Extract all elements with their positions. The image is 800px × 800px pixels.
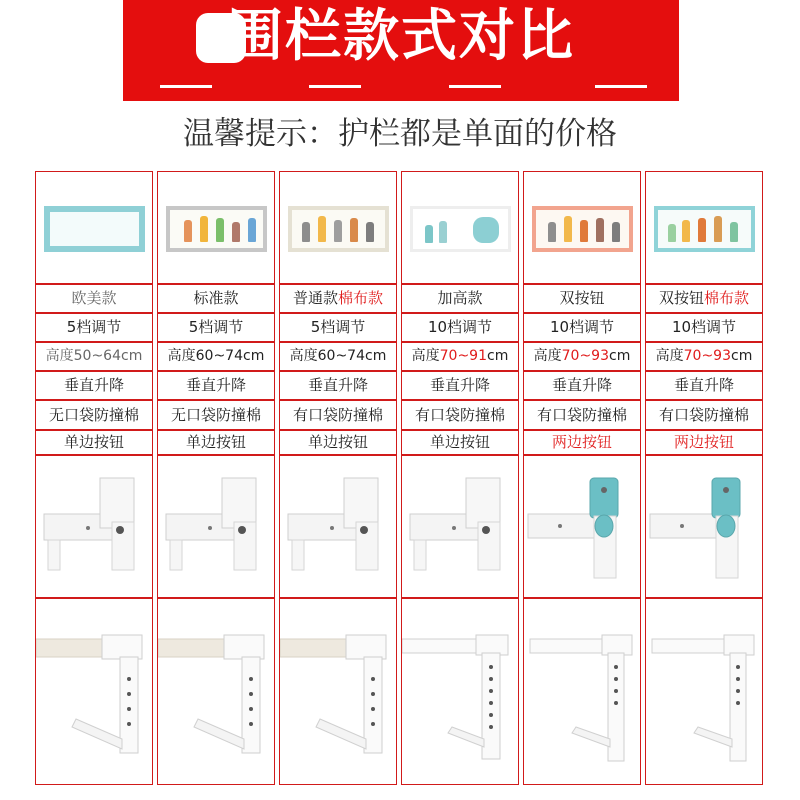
button-type: 两边按钮 bbox=[645, 430, 763, 455]
banner-divider bbox=[449, 85, 501, 88]
price-tip: 温馨提示：护栏都是单面的价格 bbox=[183, 116, 617, 152]
lift-type: 垂直升降 bbox=[401, 371, 519, 400]
height-range bbox=[401, 342, 519, 371]
bracket-photo-cell bbox=[35, 598, 153, 785]
gear-adjustment: 5档调节 bbox=[35, 313, 153, 342]
lift-type: 垂直升降 bbox=[523, 371, 641, 400]
model-name-variant: 棉布款 bbox=[338, 289, 384, 307]
height-unit: cm bbox=[609, 348, 631, 364]
button-type: 单边按钮 bbox=[401, 430, 519, 455]
button-type: 单边按钮 bbox=[35, 430, 153, 455]
joint-hardware-image bbox=[36, 456, 154, 596]
joint-photo-cell bbox=[35, 455, 153, 598]
product-column bbox=[157, 171, 275, 785]
joint-hardware-image bbox=[524, 456, 642, 596]
height-value: 70~93 bbox=[561, 348, 609, 364]
height-prefix: 高度 bbox=[533, 348, 562, 364]
gear-adjustment: 10档调节 bbox=[645, 313, 763, 342]
product-thumbnail-cell bbox=[35, 171, 153, 284]
model-name: 加高款 bbox=[401, 284, 519, 313]
height-value: 70~91 bbox=[439, 348, 487, 364]
product-column bbox=[645, 171, 763, 785]
lift-type: 垂直升降 bbox=[157, 371, 275, 400]
joint-hardware-image bbox=[402, 456, 520, 596]
bracket-hardware-image bbox=[524, 599, 642, 784]
comparison-table bbox=[35, 171, 765, 785]
bracket-photo-cell bbox=[645, 598, 763, 785]
height-value: 70~93 bbox=[683, 348, 731, 364]
height-prefix: 高度 bbox=[655, 348, 684, 364]
gear-adjustment: 5档调节 bbox=[279, 313, 397, 342]
lift-type: 垂直升降 bbox=[279, 371, 397, 400]
model-name-base: 双按钮 bbox=[658, 289, 704, 307]
fence-thumbnail bbox=[654, 206, 755, 252]
joint-photo-cell bbox=[157, 455, 275, 598]
model-name-base: 普通款 bbox=[292, 289, 338, 307]
height-value: 60~74cm bbox=[317, 348, 387, 364]
gear-adjustment: 10档调节 bbox=[401, 313, 519, 342]
joint-hardware-image bbox=[280, 456, 398, 596]
product-thumbnail-cell bbox=[523, 171, 641, 284]
pocket-type: 有口袋防撞棉 bbox=[523, 400, 641, 430]
product-column bbox=[523, 171, 641, 785]
product-thumbnail-cell bbox=[279, 171, 397, 284]
bracket-photo-cell bbox=[523, 598, 641, 785]
model-name: 欧美款 bbox=[35, 284, 153, 313]
fence-thumbnail bbox=[410, 206, 511, 252]
product-thumbnail-cell bbox=[157, 171, 275, 284]
fence-thumbnail bbox=[44, 206, 145, 252]
bracket-hardware-image bbox=[158, 599, 276, 784]
product-column bbox=[35, 171, 153, 785]
model-name bbox=[645, 284, 763, 313]
lift-type: 垂直升降 bbox=[645, 371, 763, 400]
lift-type: 垂直升降 bbox=[35, 371, 153, 400]
button-type: 单边按钮 bbox=[157, 430, 275, 455]
model-name: 标准款 bbox=[157, 284, 275, 313]
bracket-photo-cell bbox=[157, 598, 275, 785]
product-thumbnail-cell bbox=[645, 171, 763, 284]
button-type: 两边按钮 bbox=[523, 430, 641, 455]
joint-photo-cell bbox=[279, 455, 397, 598]
banner-divider bbox=[595, 85, 647, 88]
joint-hardware-image bbox=[158, 456, 276, 596]
banner-divider bbox=[160, 85, 212, 88]
joint-photo-cell bbox=[523, 455, 641, 598]
model-name-variant: 棉布款 bbox=[704, 289, 750, 307]
bracket-photo-cell bbox=[401, 598, 519, 785]
banner-divider bbox=[309, 85, 361, 88]
joint-photo-cell bbox=[401, 455, 519, 598]
bracket-hardware-image bbox=[36, 599, 154, 784]
model-name bbox=[279, 284, 397, 313]
height-range bbox=[523, 342, 641, 371]
height-unit: cm bbox=[487, 348, 509, 364]
fence-thumbnail bbox=[288, 206, 389, 252]
pocket-type: 有口袋防撞棉 bbox=[279, 400, 397, 430]
pocket-type: 有口袋防撞棉 bbox=[401, 400, 519, 430]
product-column bbox=[401, 171, 519, 785]
title-banner bbox=[123, 0, 679, 101]
gear-adjustment: 5档调节 bbox=[157, 313, 275, 342]
gear-adjustment: 10档调节 bbox=[523, 313, 641, 342]
bracket-hardware-image bbox=[402, 599, 520, 784]
fence-thumbnail bbox=[532, 206, 633, 252]
height-prefix: 高度 bbox=[289, 348, 318, 364]
height-range bbox=[645, 342, 763, 371]
height-range: 高度60~74cm bbox=[157, 342, 275, 371]
pocket-type: 有口袋防撞棉 bbox=[645, 400, 763, 430]
pocket-type: 无口袋防撞棉 bbox=[157, 400, 275, 430]
joint-photo-cell bbox=[645, 455, 763, 598]
height-range: 高度50~64cm bbox=[35, 342, 153, 371]
joint-hardware-image bbox=[646, 456, 764, 596]
button-type: 单边按钮 bbox=[279, 430, 397, 455]
product-thumbnail-cell bbox=[401, 171, 519, 284]
bracket-hardware-image bbox=[280, 599, 398, 784]
height-unit: cm bbox=[731, 348, 753, 364]
height-range bbox=[279, 342, 397, 371]
product-column bbox=[279, 171, 397, 785]
banner-title: 围栏款式对比 bbox=[227, 4, 575, 69]
pocket-type: 无口袋防撞棉 bbox=[35, 400, 153, 430]
bracket-hardware-image bbox=[646, 599, 764, 784]
bracket-photo-cell bbox=[279, 598, 397, 785]
fence-thumbnail bbox=[166, 206, 267, 252]
height-prefix: 高度 bbox=[411, 348, 440, 364]
model-name: 双按钮 bbox=[523, 284, 641, 313]
